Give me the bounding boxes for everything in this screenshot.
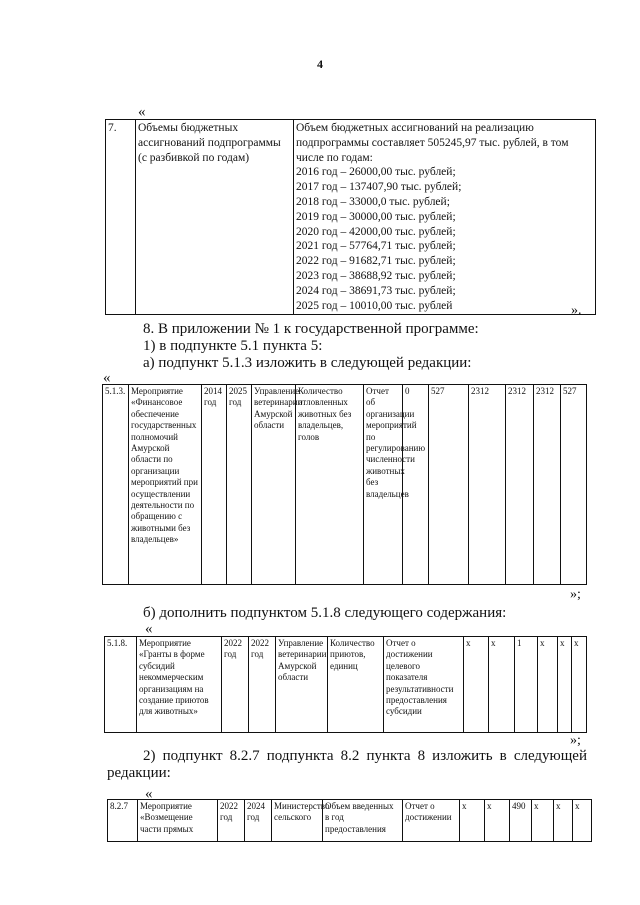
measure-827-report: Отчет о достижении — [403, 800, 460, 842]
measure-513-executor: Управление ветеринарии Амурской области — [252, 385, 296, 585]
open-quote-4: « — [145, 786, 153, 802]
measure-827-value: х — [485, 800, 510, 842]
budget-year-line: 2024 год – 38691,73 тыс. рублей; — [296, 284, 456, 297]
budget-year-line: 2019 год – 30000,00 тыс. рублей; — [296, 210, 456, 223]
measure-518-value: х — [489, 637, 515, 733]
measure-827-value: 490 — [510, 800, 532, 842]
measure-518-number: 5.1.8. — [105, 637, 137, 733]
measure-827-executor: Министерство сельского — [272, 800, 323, 842]
paragraph-add-518: б) дополнить подпунктом 5.1.8 следующего содержания: — [143, 605, 507, 621]
measure-827-number: 8.2.7 — [108, 800, 138, 842]
paragraph-appendix: 8. В приложении № 1 к государственной программе: — [143, 321, 479, 337]
measure-827-value: х — [573, 800, 592, 842]
measure-827-value: х — [554, 800, 573, 842]
measure-827-value: х — [532, 800, 554, 842]
close-quote-2: »; — [570, 587, 581, 602]
measure-513-value: 2312 — [469, 385, 506, 585]
close-quote-3: »; — [570, 733, 581, 748]
measure-827-value: х — [460, 800, 485, 842]
measure-513-value: 2312 — [534, 385, 561, 585]
measure-513-table — [102, 384, 587, 585]
measure-518-table — [104, 636, 587, 733]
page-number: 4 — [317, 57, 323, 71]
open-quote-1: « — [138, 104, 146, 120]
budget-row-values — [294, 120, 596, 315]
budget-year-line: 2025 год – 10010,00 тыс. рублей — [296, 299, 453, 312]
budget-row-number: 7. — [106, 120, 136, 315]
measure-518-value: х — [538, 637, 558, 733]
open-quote-2: « — [103, 370, 111, 386]
paragraph-edit-827: 2) подпункт 8.2.7 подпункта 8.2 пункта 8 изложить в следующей редакции: — [107, 748, 587, 781]
paragraph-subitem: 1) в подпункте 5.1 пункта 5: — [143, 338, 323, 354]
measure-513-value: 0 — [403, 385, 429, 585]
measure-513-report: Отчет об организации мероприятий по регулированию численности животных без владельцев — [364, 385, 403, 585]
measure-827-table — [107, 799, 592, 842]
measure-518-indicator: Количество приютов, единиц — [328, 637, 384, 733]
budget-intro: Объем бюджетных ассигнований на реализацию подпрограммы составляет 505245,97 тыс. рублей, в том числе по годам: — [296, 122, 569, 164]
measure-513-end-year: 2025 год — [227, 385, 252, 585]
budget-table — [105, 119, 596, 315]
paragraph-edit-513: а) подпункт 5.1.3 изложить в следующей редакции: — [143, 355, 472, 371]
measure-518-name: Мероприятие «Гранты в форме субсидий некоммерческим организациям на создание приютов для животных» — [137, 637, 222, 733]
measure-513-start-year: 2014 год — [202, 385, 227, 585]
budget-year-line: 2016 год – 26000,00 тыс. рублей; — [296, 166, 456, 179]
budget-year-line: 2022 год – 91682,71 тыс. рублей; — [296, 255, 456, 268]
measure-513-number: 5.1.3. — [103, 385, 129, 585]
measure-513-value: 2312 — [506, 385, 534, 585]
open-quote-3: « — [145, 621, 153, 637]
close-quote-1: ». — [571, 303, 582, 318]
measure-518-value: х — [572, 637, 587, 733]
measure-827-name: Мероприятие «Возмещение части прямых — [138, 800, 218, 842]
measure-518-executor: Управление ветеринарии Амурской области — [276, 637, 328, 733]
measure-518-value: х — [558, 637, 572, 733]
measure-518-end-year: 2022 год — [249, 637, 276, 733]
budget-row-label: Объемы бюджетных ассигнований подпрограммы (с разбивкой по годам) — [136, 120, 294, 315]
measure-513-indicator: Количество отловленных животных без владельцев, голов — [296, 385, 364, 585]
budget-year-line: 2023 год – 38688,92 тыс. рублей; — [296, 269, 456, 282]
measure-518-report: Отчет о достижении целевого показателя результативности предоставления субсидии — [384, 637, 464, 733]
measure-518-start-year: 2022 год — [222, 637, 249, 733]
measure-513-name: Мероприятие «Финансовое обеспечение государственных полномочий Амурской области по организации мероприятий при осуществлении деятельности по обращению с животными без владельцев» — [129, 385, 202, 585]
measure-513-value: 527 — [429, 385, 469, 585]
measure-518-value: 1 — [515, 637, 538, 733]
measure-827-end-year: 2024 год — [245, 800, 272, 842]
measure-827-start-year: 2022 год — [218, 800, 245, 842]
budget-year-line: 2020 год – 42000,00 тыс. рублей; — [296, 225, 456, 238]
budget-year-line: 2021 год – 57764,71 тыс. рублей; — [296, 240, 456, 253]
measure-518-value: х — [464, 637, 489, 733]
budget-year-line: 2017 год – 137407,90 тыс. рублей; — [296, 181, 462, 194]
budget-year-line: 2018 год – 33000,0 тыс. рублей; — [296, 195, 450, 208]
measure-827-indicator: Объем введенных в год предоставления — [323, 800, 403, 842]
measure-513-value: 527 — [561, 385, 587, 585]
